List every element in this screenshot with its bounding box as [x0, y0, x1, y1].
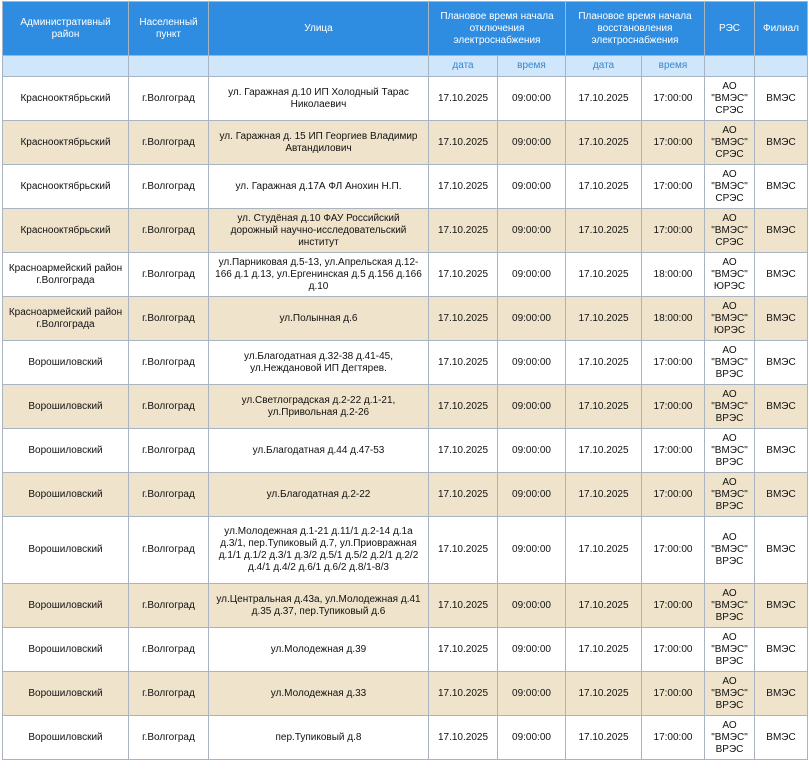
cell-branch: ВМЭС	[755, 77, 808, 121]
header-res: РЭС	[705, 2, 755, 56]
cell-res: АО "ВМЭС" СРЭС	[705, 77, 755, 121]
cell-off-date: 17.10.2025	[429, 165, 498, 209]
cell-street: ул.Благодатная д.2-22	[209, 473, 429, 517]
cell-branch: ВМЭС	[755, 297, 808, 341]
cell-branch: ВМЭС	[755, 253, 808, 297]
cell-on-time: 17:00:00	[642, 672, 705, 716]
cell-off-date: 17.10.2025	[429, 716, 498, 760]
cell-on-date: 17.10.2025	[566, 77, 642, 121]
header-street: Улица	[209, 2, 429, 56]
cell-branch: ВМЭС	[755, 584, 808, 628]
table-row	[3, 385, 808, 429]
cell-res: АО "ВМЭС" ВРЭС	[705, 341, 755, 385]
cell-district: Краснооктябрьский	[3, 209, 129, 253]
cell-res: АО "ВМЭС" ВРЭС	[705, 584, 755, 628]
cell-off-time: 09:00:00	[498, 385, 566, 429]
subheader-blank	[755, 56, 808, 77]
cell-street: ул.Молодежная д.33	[209, 672, 429, 716]
cell-street: ул.Парниковая д.5-13, ул.Апрельская д.12-166 д.1 д.13, ул.Ергенинская д.5 д.156 д.166 д.10	[209, 253, 429, 297]
cell-street: ул. Студёная д.10 ФАУ Российский дорожный научно-исследовательский институт	[209, 209, 429, 253]
table-row	[3, 165, 808, 209]
cell-on-time: 17:00:00	[642, 473, 705, 517]
cell-branch: ВМЭС	[755, 517, 808, 584]
cell-off-date: 17.10.2025	[429, 297, 498, 341]
header-on-time: Плановое время начала восстановления электроснабжения	[566, 2, 705, 56]
cell-locality: г.Волгоград	[129, 385, 209, 429]
table-row	[3, 584, 808, 628]
cell-off-time: 09:00:00	[498, 672, 566, 716]
cell-on-time: 18:00:00	[642, 297, 705, 341]
cell-street: ул.Благодатная д.32-38 д.41-45, ул.Неждановой ИП Дегтярев.	[209, 341, 429, 385]
table-row	[3, 628, 808, 672]
cell-district: Ворошиловский	[3, 517, 129, 584]
cell-branch: ВМЭС	[755, 672, 808, 716]
cell-off-time: 09:00:00	[498, 253, 566, 297]
cell-on-time: 17:00:00	[642, 517, 705, 584]
cell-res: АО "ВМЭС" ЮРЭС	[705, 297, 755, 341]
cell-off-time: 09:00:00	[498, 297, 566, 341]
cell-district: Красноармейский район г.Волгограда	[3, 297, 129, 341]
cell-off-date: 17.10.2025	[429, 121, 498, 165]
cell-off-time: 09:00:00	[498, 341, 566, 385]
cell-branch: ВМЭС	[755, 209, 808, 253]
cell-off-time: 09:00:00	[498, 121, 566, 165]
cell-off-time: 09:00:00	[498, 429, 566, 473]
cell-on-time: 17:00:00	[642, 628, 705, 672]
cell-locality: г.Волгоград	[129, 297, 209, 341]
outage-table	[2, 1, 808, 760]
cell-on-time: 17:00:00	[642, 121, 705, 165]
subheader-off-time: время	[498, 56, 566, 77]
cell-on-date: 17.10.2025	[566, 517, 642, 584]
subheader-off-date: дата	[429, 56, 498, 77]
cell-off-time: 09:00:00	[498, 473, 566, 517]
subheader-blank	[129, 56, 209, 77]
cell-off-time: 09:00:00	[498, 716, 566, 760]
cell-res: АО "ВМЭС" ВРЭС	[705, 473, 755, 517]
cell-res: АО "ВМЭС" СРЭС	[705, 165, 755, 209]
table-row	[3, 341, 808, 385]
cell-off-date: 17.10.2025	[429, 672, 498, 716]
cell-on-date: 17.10.2025	[566, 628, 642, 672]
cell-locality: г.Волгоград	[129, 429, 209, 473]
cell-on-date: 17.10.2025	[566, 385, 642, 429]
table-row	[3, 297, 808, 341]
cell-res: АО "ВМЭС" ВРЭС	[705, 385, 755, 429]
subheader-blank	[209, 56, 429, 77]
cell-locality: г.Волгоград	[129, 209, 209, 253]
cell-street: ул.Полынная д.6	[209, 297, 429, 341]
cell-off-date: 17.10.2025	[429, 385, 498, 429]
cell-on-date: 17.10.2025	[566, 253, 642, 297]
cell-on-time: 17:00:00	[642, 165, 705, 209]
cell-on-time: 18:00:00	[642, 253, 705, 297]
cell-locality: г.Волгоград	[129, 165, 209, 209]
cell-district: Ворошиловский	[3, 429, 129, 473]
cell-branch: ВМЭС	[755, 473, 808, 517]
header-district: Административный район	[3, 2, 129, 56]
cell-res: АО "ВМЭС" ВРЭС	[705, 716, 755, 760]
cell-locality: г.Волгоград	[129, 672, 209, 716]
cell-locality: г.Волгоград	[129, 628, 209, 672]
cell-off-time: 09:00:00	[498, 209, 566, 253]
cell-street: ул.Молодежная д.39	[209, 628, 429, 672]
cell-district: Ворошиловский	[3, 473, 129, 517]
cell-off-date: 17.10.2025	[429, 628, 498, 672]
cell-district: Ворошиловский	[3, 584, 129, 628]
cell-district: Ворошиловский	[3, 628, 129, 672]
cell-on-date: 17.10.2025	[566, 473, 642, 517]
table-row	[3, 672, 808, 716]
cell-on-time: 17:00:00	[642, 385, 705, 429]
cell-district: Ворошиловский	[3, 716, 129, 760]
cell-branch: ВМЭС	[755, 429, 808, 473]
cell-district: Ворошиловский	[3, 385, 129, 429]
cell-off-time: 09:00:00	[498, 77, 566, 121]
table-row	[3, 429, 808, 473]
cell-locality: г.Волгоград	[129, 253, 209, 297]
cell-on-date: 17.10.2025	[566, 121, 642, 165]
cell-locality: г.Волгоград	[129, 584, 209, 628]
table-row	[3, 716, 808, 760]
cell-on-time: 17:00:00	[642, 209, 705, 253]
cell-locality: г.Волгоград	[129, 716, 209, 760]
cell-off-date: 17.10.2025	[429, 473, 498, 517]
cell-on-time: 17:00:00	[642, 716, 705, 760]
header-branch: Филиал	[755, 2, 808, 56]
subheader-blank	[3, 56, 129, 77]
cell-street: ул.Молодежная д.1-21 д.11/1 д.2-14 д.1а д.3/1, пер.Тупиковый д.7, ул.Приовражная д.1/1 д.1/2 д.3/1 д.3/2 д.5/1 д.5/2 д.2/1 д.2/2 д.4/1 д.4/2 д.6/1 д.6/2 д.8/1-8/3	[209, 517, 429, 584]
cell-res: АО "ВМЭС" ВРЭС	[705, 429, 755, 473]
cell-street: ул.Благодатная д.44 д.47-53	[209, 429, 429, 473]
cell-on-time: 17:00:00	[642, 77, 705, 121]
cell-on-date: 17.10.2025	[566, 429, 642, 473]
cell-on-date: 17.10.2025	[566, 341, 642, 385]
cell-branch: ВМЭС	[755, 165, 808, 209]
cell-on-date: 17.10.2025	[566, 672, 642, 716]
cell-district: Краснооктябрьский	[3, 121, 129, 165]
cell-res: АО "ВМЭС" СРЭС	[705, 121, 755, 165]
cell-off-date: 17.10.2025	[429, 209, 498, 253]
cell-street: ул.Светлоградская д.2-22 д.1-21, ул.Привольная д.2-26	[209, 385, 429, 429]
cell-branch: ВМЭС	[755, 385, 808, 429]
cell-on-time: 17:00:00	[642, 341, 705, 385]
subheader-blank	[705, 56, 755, 77]
cell-off-date: 17.10.2025	[429, 429, 498, 473]
table-row	[3, 209, 808, 253]
table-body	[3, 77, 808, 760]
cell-district: Красноармейский район г.Волгограда	[3, 253, 129, 297]
cell-locality: г.Волгоград	[129, 77, 209, 121]
subheader-on-date: дата	[566, 56, 642, 77]
cell-locality: г.Волгоград	[129, 341, 209, 385]
header-row	[3, 2, 808, 56]
cell-on-time: 17:00:00	[642, 429, 705, 473]
cell-locality: г.Волгоград	[129, 121, 209, 165]
cell-street: ул.Центральная д.43а, ул.Молодежная д.41 д.35 д.37, пер.Тупиковый д.6	[209, 584, 429, 628]
cell-district: Ворошиловский	[3, 341, 129, 385]
cell-off-time: 09:00:00	[498, 517, 566, 584]
cell-branch: ВМЭС	[755, 716, 808, 760]
cell-on-date: 17.10.2025	[566, 584, 642, 628]
cell-branch: ВМЭС	[755, 341, 808, 385]
cell-off-date: 17.10.2025	[429, 253, 498, 297]
subheader-on-time: время	[642, 56, 705, 77]
cell-district: Ворошиловский	[3, 672, 129, 716]
cell-off-time: 09:00:00	[498, 584, 566, 628]
cell-res: АО "ВМЭС" ВРЭС	[705, 517, 755, 584]
cell-off-date: 17.10.2025	[429, 77, 498, 121]
table-row	[3, 473, 808, 517]
subheader-row	[3, 56, 808, 77]
cell-locality: г.Волгоград	[129, 517, 209, 584]
cell-res: АО "ВМЭС" ВРЭС	[705, 628, 755, 672]
table-row	[3, 253, 808, 297]
cell-off-date: 17.10.2025	[429, 584, 498, 628]
cell-district: Краснооктябрьский	[3, 77, 129, 121]
cell-res: АО "ВМЭС" СРЭС	[705, 209, 755, 253]
cell-street: ул. Гаражная д.17А ФЛ Анохин Н.П.	[209, 165, 429, 209]
cell-on-date: 17.10.2025	[566, 209, 642, 253]
table-row	[3, 77, 808, 121]
cell-street: пер.Тупиковый д.8	[209, 716, 429, 760]
cell-res: АО "ВМЭС" ЮРЭС	[705, 253, 755, 297]
cell-off-time: 09:00:00	[498, 165, 566, 209]
cell-street: ул. Гаражная д.10 ИП Холодный Тарас Николаевич	[209, 77, 429, 121]
cell-on-time: 17:00:00	[642, 584, 705, 628]
cell-branch: ВМЭС	[755, 628, 808, 672]
header-off-time: Плановое время начала отключения электроснабжения	[429, 2, 566, 56]
cell-on-date: 17.10.2025	[566, 165, 642, 209]
table-row	[3, 121, 808, 165]
cell-off-time: 09:00:00	[498, 628, 566, 672]
cell-on-date: 17.10.2025	[566, 297, 642, 341]
cell-on-date: 17.10.2025	[566, 716, 642, 760]
cell-district: Краснооктябрьский	[3, 165, 129, 209]
cell-branch: ВМЭС	[755, 121, 808, 165]
cell-off-date: 17.10.2025	[429, 341, 498, 385]
cell-locality: г.Волгоград	[129, 473, 209, 517]
cell-res: АО "ВМЭС" ВРЭС	[705, 672, 755, 716]
table-row	[3, 517, 808, 584]
cell-off-date: 17.10.2025	[429, 517, 498, 584]
header-locality: Населенный пункт	[129, 2, 209, 56]
cell-street: ул. Гаражная д. 15 ИП Георгиев Владимир Автандилович	[209, 121, 429, 165]
